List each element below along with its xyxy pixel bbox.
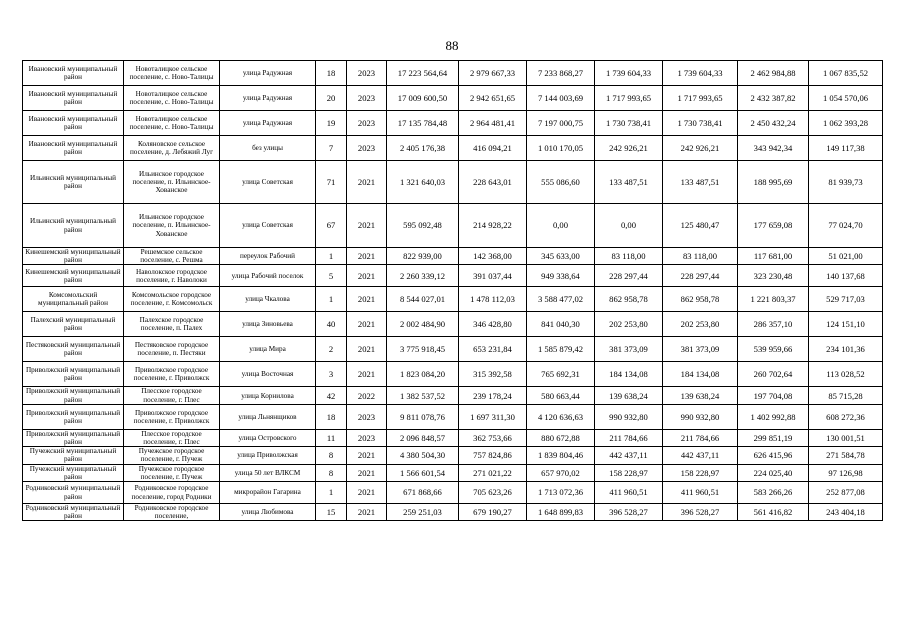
amount-total-cell: 671 868,66 bbox=[387, 482, 459, 504]
amount-2-cell: 239 178,24 bbox=[459, 387, 527, 404]
district-cell: Ивановский муниципальный район bbox=[23, 61, 124, 86]
amount-5-cell: 1 730 738,41 bbox=[663, 111, 738, 136]
district-cell: Ильинский муниципальный район bbox=[23, 161, 124, 204]
amount-7-cell: 81 939,73 bbox=[809, 161, 883, 204]
amount-total-cell: 9 811 078,76 bbox=[387, 404, 459, 429]
amount-total-cell: 1 823 084,20 bbox=[387, 362, 459, 387]
amount-5-cell: 133 487,51 bbox=[663, 161, 738, 204]
amount-5-cell: 442 437,11 bbox=[663, 447, 738, 464]
street-cell: улица 50 лет ВЛКСМ bbox=[220, 464, 316, 481]
year-cell: 2021 bbox=[347, 362, 387, 387]
amount-5-cell: 83 118,00 bbox=[663, 248, 738, 265]
amount-3-cell: 0,00 bbox=[527, 204, 595, 248]
street-cell: улица Советская bbox=[220, 204, 316, 248]
district-cell: Палехский муниципальный район bbox=[23, 312, 124, 337]
table-row bbox=[23, 136, 883, 161]
district-cell: Ивановский муниципальный район bbox=[23, 111, 124, 136]
amount-5-cell: 862 958,78 bbox=[663, 287, 738, 312]
house-number-cell: 1 bbox=[316, 287, 347, 312]
year-cell: 2023 bbox=[347, 429, 387, 446]
amount-5-cell: 1 717 993,65 bbox=[663, 86, 738, 111]
table-row bbox=[23, 482, 883, 504]
amount-4-cell: 1 739 604,33 bbox=[595, 61, 663, 86]
amount-total-cell: 2 096 848,57 bbox=[387, 429, 459, 446]
amount-3-cell: 949 338,64 bbox=[527, 265, 595, 287]
street-cell: улица Льнянщиков bbox=[220, 404, 316, 429]
amount-7-cell: 271 584,78 bbox=[809, 447, 883, 464]
amount-3-cell: 1 648 899,83 bbox=[527, 504, 595, 521]
amount-6-cell: 2 450 432,24 bbox=[738, 111, 809, 136]
amount-4-cell: 202 253,80 bbox=[595, 312, 663, 337]
amount-3-cell: 7 144 003,69 bbox=[527, 86, 595, 111]
amount-total-cell: 1 382 537,52 bbox=[387, 387, 459, 404]
amount-total-cell: 259 251,03 bbox=[387, 504, 459, 521]
district-cell: Приволжский муниципальный район bbox=[23, 429, 124, 446]
table-row bbox=[23, 387, 883, 404]
year-cell: 2021 bbox=[347, 287, 387, 312]
amount-4-cell: 1 717 993,65 bbox=[595, 86, 663, 111]
amount-3-cell: 345 633,00 bbox=[527, 248, 595, 265]
year-cell: 2021 bbox=[347, 161, 387, 204]
amount-7-cell: 1 054 570,06 bbox=[809, 86, 883, 111]
amount-2-cell: 362 753,66 bbox=[459, 429, 527, 446]
amount-2-cell: 346 428,80 bbox=[459, 312, 527, 337]
table-row bbox=[23, 362, 883, 387]
amount-4-cell: 396 528,27 bbox=[595, 504, 663, 521]
table-row bbox=[23, 111, 883, 136]
amount-7-cell: 130 001,51 bbox=[809, 429, 883, 446]
amount-3-cell: 3 588 477,02 bbox=[527, 287, 595, 312]
amount-7-cell: 252 877,08 bbox=[809, 482, 883, 504]
amount-2-cell: 2 979 667,33 bbox=[459, 61, 527, 86]
house-number-cell: 5 bbox=[316, 265, 347, 287]
amount-5-cell: 990 932,80 bbox=[663, 404, 738, 429]
table-row bbox=[23, 265, 883, 287]
amount-2-cell: 2 942 651,65 bbox=[459, 86, 527, 111]
house-number-cell: 11 bbox=[316, 429, 347, 446]
amount-6-cell: 583 266,26 bbox=[738, 482, 809, 504]
amount-3-cell: 657 970,02 bbox=[527, 464, 595, 481]
amount-7-cell: 608 272,36 bbox=[809, 404, 883, 429]
street-cell: переулок Рабочий bbox=[220, 248, 316, 265]
amount-7-cell: 77 024,70 bbox=[809, 204, 883, 248]
district-cell: Родниковский муниципальный район bbox=[23, 482, 124, 504]
district-cell: Приволжский муниципальный район bbox=[23, 387, 124, 404]
amount-4-cell: 158 228,97 bbox=[595, 464, 663, 481]
amount-7-cell: 140 137,68 bbox=[809, 265, 883, 287]
amount-7-cell: 1 062 393,28 bbox=[809, 111, 883, 136]
street-cell: улица Радужная bbox=[220, 61, 316, 86]
amount-total-cell: 2 405 176,38 bbox=[387, 136, 459, 161]
amount-total-cell: 1 321 640,03 bbox=[387, 161, 459, 204]
year-cell: 2021 bbox=[347, 447, 387, 464]
settlement-cell: Приволжское городское поселение, г. Приволжск bbox=[124, 404, 220, 429]
amount-6-cell: 197 704,08 bbox=[738, 387, 809, 404]
district-cell: Ильинский муниципальный район bbox=[23, 204, 124, 248]
street-cell: улица Радужная bbox=[220, 86, 316, 111]
table-row bbox=[23, 287, 883, 312]
amount-7-cell: 85 715,28 bbox=[809, 387, 883, 404]
amount-6-cell: 1 221 803,37 bbox=[738, 287, 809, 312]
amount-6-cell: 260 702,64 bbox=[738, 362, 809, 387]
amount-6-cell: 177 659,08 bbox=[738, 204, 809, 248]
street-cell: улица Восточная bbox=[220, 362, 316, 387]
house-number-cell: 3 bbox=[316, 362, 347, 387]
amount-total-cell: 17 135 784,48 bbox=[387, 111, 459, 136]
settlement-cell: Родниковское городское поселение, bbox=[124, 504, 220, 521]
settlement-cell: Ильинское городское поселение, п. Ильинское-Хованское bbox=[124, 204, 220, 248]
district-cell: Ивановский муниципальный район bbox=[23, 136, 124, 161]
amount-6-cell: 561 416,82 bbox=[738, 504, 809, 521]
settlement-cell: Приволжское городское поселение, г. Приволжск bbox=[124, 362, 220, 387]
table-row bbox=[23, 429, 883, 446]
amount-6-cell: 2 432 387,82 bbox=[738, 86, 809, 111]
amount-5-cell: 211 784,66 bbox=[663, 429, 738, 446]
amount-total-cell: 1 566 601,54 bbox=[387, 464, 459, 481]
house-number-cell: 67 bbox=[316, 204, 347, 248]
year-cell: 2021 bbox=[347, 204, 387, 248]
amount-4-cell: 411 960,51 bbox=[595, 482, 663, 504]
amount-3-cell: 1 010 170,05 bbox=[527, 136, 595, 161]
amount-2-cell: 757 824,86 bbox=[459, 447, 527, 464]
house-number-cell: 40 bbox=[316, 312, 347, 337]
amount-3-cell: 765 692,31 bbox=[527, 362, 595, 387]
amount-total-cell: 17 223 564,64 bbox=[387, 61, 459, 86]
settlement-cell: Пучежское городское поселение, г. Пучеж bbox=[124, 447, 220, 464]
house-number-cell: 18 bbox=[316, 61, 347, 86]
street-cell: улица Радужная bbox=[220, 111, 316, 136]
table-body bbox=[23, 61, 883, 521]
table-row bbox=[23, 447, 883, 464]
amount-2-cell: 2 964 481,41 bbox=[459, 111, 527, 136]
table-row bbox=[23, 204, 883, 248]
amount-7-cell: 1 067 835,52 bbox=[809, 61, 883, 86]
amount-5-cell: 125 480,47 bbox=[663, 204, 738, 248]
amount-7-cell: 243 404,18 bbox=[809, 504, 883, 521]
house-number-cell: 18 bbox=[316, 404, 347, 429]
house-number-cell: 19 bbox=[316, 111, 347, 136]
house-number-cell: 1 bbox=[316, 248, 347, 265]
amount-4-cell: 228 297,44 bbox=[595, 265, 663, 287]
amount-total-cell: 8 544 027,01 bbox=[387, 287, 459, 312]
amount-7-cell: 149 117,38 bbox=[809, 136, 883, 161]
amount-2-cell: 271 021,22 bbox=[459, 464, 527, 481]
table-row bbox=[23, 504, 883, 521]
amount-total-cell: 2 002 484,90 bbox=[387, 312, 459, 337]
district-cell: Приволжский муниципальный район bbox=[23, 404, 124, 429]
year-cell: 2021 bbox=[347, 265, 387, 287]
amount-total-cell: 4 380 504,30 bbox=[387, 447, 459, 464]
amount-5-cell: 411 960,51 bbox=[663, 482, 738, 504]
year-cell: 2023 bbox=[347, 404, 387, 429]
amount-4-cell: 1 730 738,41 bbox=[595, 111, 663, 136]
year-cell: 2021 bbox=[347, 312, 387, 337]
year-cell: 2023 bbox=[347, 111, 387, 136]
street-cell: улица Любимова bbox=[220, 504, 316, 521]
amount-4-cell: 990 932,80 bbox=[595, 404, 663, 429]
amount-7-cell: 529 717,03 bbox=[809, 287, 883, 312]
year-cell: 2023 bbox=[347, 136, 387, 161]
year-cell: 2021 bbox=[347, 248, 387, 265]
year-cell: 2023 bbox=[347, 86, 387, 111]
amount-2-cell: 315 392,58 bbox=[459, 362, 527, 387]
amount-5-cell: 139 638,24 bbox=[663, 387, 738, 404]
amount-2-cell: 228 643,01 bbox=[459, 161, 527, 204]
amount-6-cell: 2 462 984,88 bbox=[738, 61, 809, 86]
amount-3-cell: 7 197 000,75 bbox=[527, 111, 595, 136]
settlement-cell: Решемское сельское поселение, с. Решма bbox=[124, 248, 220, 265]
street-cell: улица Зиновьева bbox=[220, 312, 316, 337]
amount-5-cell: 202 253,80 bbox=[663, 312, 738, 337]
amount-5-cell: 184 134,08 bbox=[663, 362, 738, 387]
data-table bbox=[22, 60, 883, 521]
settlement-cell: Новоталицкое сельское поселение, с. Ново-Талицы bbox=[124, 111, 220, 136]
amount-5-cell: 1 739 604,33 bbox=[663, 61, 738, 86]
amount-2-cell: 653 231,84 bbox=[459, 337, 527, 362]
street-cell: улица Приволжская bbox=[220, 447, 316, 464]
street-cell: без улицы bbox=[220, 136, 316, 161]
house-number-cell: 1 bbox=[316, 482, 347, 504]
page-number: 88 bbox=[445, 38, 459, 53]
district-cell: Пестяковский муниципальный район bbox=[23, 337, 124, 362]
settlement-cell: Плесское городское поселение, г. Плес bbox=[124, 429, 220, 446]
year-cell: 2021 bbox=[347, 337, 387, 362]
street-cell: улица Корнилова bbox=[220, 387, 316, 404]
amount-7-cell: 51 021,00 bbox=[809, 248, 883, 265]
amount-7-cell: 113 028,52 bbox=[809, 362, 883, 387]
amount-6-cell: 286 357,10 bbox=[738, 312, 809, 337]
table-row bbox=[23, 61, 883, 86]
table-row bbox=[23, 464, 883, 481]
amount-5-cell: 158 228,97 bbox=[663, 464, 738, 481]
street-cell: улица Мира bbox=[220, 337, 316, 362]
amount-6-cell: 343 942,34 bbox=[738, 136, 809, 161]
settlement-cell: Новоталицкое сельское поселение, с. Ново-Талицы bbox=[124, 86, 220, 111]
table-row bbox=[23, 161, 883, 204]
settlement-cell: Наволокское городское поселение, г. Наволоки bbox=[124, 265, 220, 287]
amount-2-cell: 1 697 311,30 bbox=[459, 404, 527, 429]
amount-5-cell: 381 373,09 bbox=[663, 337, 738, 362]
amount-7-cell: 124 151,10 bbox=[809, 312, 883, 337]
year-cell: 2021 bbox=[347, 482, 387, 504]
amount-6-cell: 539 959,66 bbox=[738, 337, 809, 362]
amount-total-cell: 17 009 600,50 bbox=[387, 86, 459, 111]
amount-2-cell: 142 368,00 bbox=[459, 248, 527, 265]
settlement-cell: Родниковское городское поселение, город Родники bbox=[124, 482, 220, 504]
amount-3-cell: 1 713 072,36 bbox=[527, 482, 595, 504]
house-number-cell: 8 bbox=[316, 464, 347, 481]
amount-4-cell: 211 784,66 bbox=[595, 429, 663, 446]
amount-total-cell: 595 092,48 bbox=[387, 204, 459, 248]
amount-4-cell: 862 958,78 bbox=[595, 287, 663, 312]
district-cell: Приволжский муниципальный район bbox=[23, 362, 124, 387]
settlement-cell: Комсомольское городское поселение, г. Комсомольск bbox=[124, 287, 220, 312]
amount-3-cell: 1 839 804,46 bbox=[527, 447, 595, 464]
settlement-cell: Ильинское городское поселение, п. Ильинское-Хованское bbox=[124, 161, 220, 204]
amount-3-cell: 880 672,88 bbox=[527, 429, 595, 446]
amount-5-cell: 396 528,27 bbox=[663, 504, 738, 521]
settlement-cell: Палехское городское поселение, п. Палех bbox=[124, 312, 220, 337]
district-cell: Ивановский муниципальный район bbox=[23, 86, 124, 111]
amount-4-cell: 139 638,24 bbox=[595, 387, 663, 404]
amount-6-cell: 117 681,00 bbox=[738, 248, 809, 265]
street-cell: улица Островского bbox=[220, 429, 316, 446]
street-cell: улица Рабочий поселок bbox=[220, 265, 316, 287]
district-cell: Кинешемский муниципальный район bbox=[23, 265, 124, 287]
district-cell: Комсомольский муниципальный район bbox=[23, 287, 124, 312]
settlement-cell: Новоталицкое сельское поселение, с. Ново-Талицы bbox=[124, 61, 220, 86]
amount-4-cell: 0,00 bbox=[595, 204, 663, 248]
settlement-cell: Пестяковское городское поселение, п. Пестяки bbox=[124, 337, 220, 362]
amount-4-cell: 242 926,21 bbox=[595, 136, 663, 161]
street-cell: улица Чкалова bbox=[220, 287, 316, 312]
amount-6-cell: 626 415,96 bbox=[738, 447, 809, 464]
amount-7-cell: 234 101,36 bbox=[809, 337, 883, 362]
house-number-cell: 7 bbox=[316, 136, 347, 161]
amount-7-cell: 97 126,98 bbox=[809, 464, 883, 481]
house-number-cell: 15 bbox=[316, 504, 347, 521]
amount-5-cell: 242 926,21 bbox=[663, 136, 738, 161]
amount-3-cell: 555 086,60 bbox=[527, 161, 595, 204]
table-row bbox=[23, 312, 883, 337]
amount-2-cell: 679 190,27 bbox=[459, 504, 527, 521]
table-row bbox=[23, 86, 883, 111]
district-cell: Пучежский муниципальный район bbox=[23, 447, 124, 464]
street-cell: микрорайон Гагарина bbox=[220, 482, 316, 504]
house-number-cell: 8 bbox=[316, 447, 347, 464]
house-number-cell: 71 bbox=[316, 161, 347, 204]
amount-5-cell: 228 297,44 bbox=[663, 265, 738, 287]
settlement-cell: Плесское городское поселение, г. Плес bbox=[124, 387, 220, 404]
amount-2-cell: 391 037,44 bbox=[459, 265, 527, 287]
amount-2-cell: 214 928,22 bbox=[459, 204, 527, 248]
amount-6-cell: 1 402 992,88 bbox=[738, 404, 809, 429]
amount-6-cell: 299 851,19 bbox=[738, 429, 809, 446]
amount-total-cell: 822 939,00 bbox=[387, 248, 459, 265]
table-row bbox=[23, 248, 883, 265]
amount-4-cell: 442 437,11 bbox=[595, 447, 663, 464]
amount-3-cell: 1 585 879,42 bbox=[527, 337, 595, 362]
amount-4-cell: 83 118,00 bbox=[595, 248, 663, 265]
amount-6-cell: 224 025,40 bbox=[738, 464, 809, 481]
amount-2-cell: 705 623,26 bbox=[459, 482, 527, 504]
amount-6-cell: 323 230,48 bbox=[738, 265, 809, 287]
house-number-cell: 42 bbox=[316, 387, 347, 404]
year-cell: 2022 bbox=[347, 387, 387, 404]
district-cell: Пучежский муниципальный район bbox=[23, 464, 124, 481]
year-cell: 2021 bbox=[347, 504, 387, 521]
amount-3-cell: 580 663,44 bbox=[527, 387, 595, 404]
house-number-cell: 2 bbox=[316, 337, 347, 362]
amount-2-cell: 1 478 112,03 bbox=[459, 287, 527, 312]
amount-4-cell: 381 373,09 bbox=[595, 337, 663, 362]
amount-total-cell: 2 260 339,12 bbox=[387, 265, 459, 287]
district-cell: Кинешемский муниципальный район bbox=[23, 248, 124, 265]
year-cell: 2021 bbox=[347, 464, 387, 481]
amount-6-cell: 188 995,69 bbox=[738, 161, 809, 204]
amount-3-cell: 4 120 636,63 bbox=[527, 404, 595, 429]
table-row bbox=[23, 337, 883, 362]
settlement-cell: Пучежское городское поселение, г. Пучеж bbox=[124, 464, 220, 481]
year-cell: 2023 bbox=[347, 61, 387, 86]
district-cell: Родниковский муниципальный район bbox=[23, 504, 124, 521]
settlement-cell: Коляновское сельское поселение, д. Лебяжий Луг bbox=[124, 136, 220, 161]
house-number-cell: 20 bbox=[316, 86, 347, 111]
amount-4-cell: 184 134,08 bbox=[595, 362, 663, 387]
amount-4-cell: 133 487,51 bbox=[595, 161, 663, 204]
amount-2-cell: 416 094,21 bbox=[459, 136, 527, 161]
amount-3-cell: 7 233 868,27 bbox=[527, 61, 595, 86]
amount-total-cell: 3 775 918,45 bbox=[387, 337, 459, 362]
amount-3-cell: 841 040,30 bbox=[527, 312, 595, 337]
table-row bbox=[23, 404, 883, 429]
street-cell: улица Советская bbox=[220, 161, 316, 204]
